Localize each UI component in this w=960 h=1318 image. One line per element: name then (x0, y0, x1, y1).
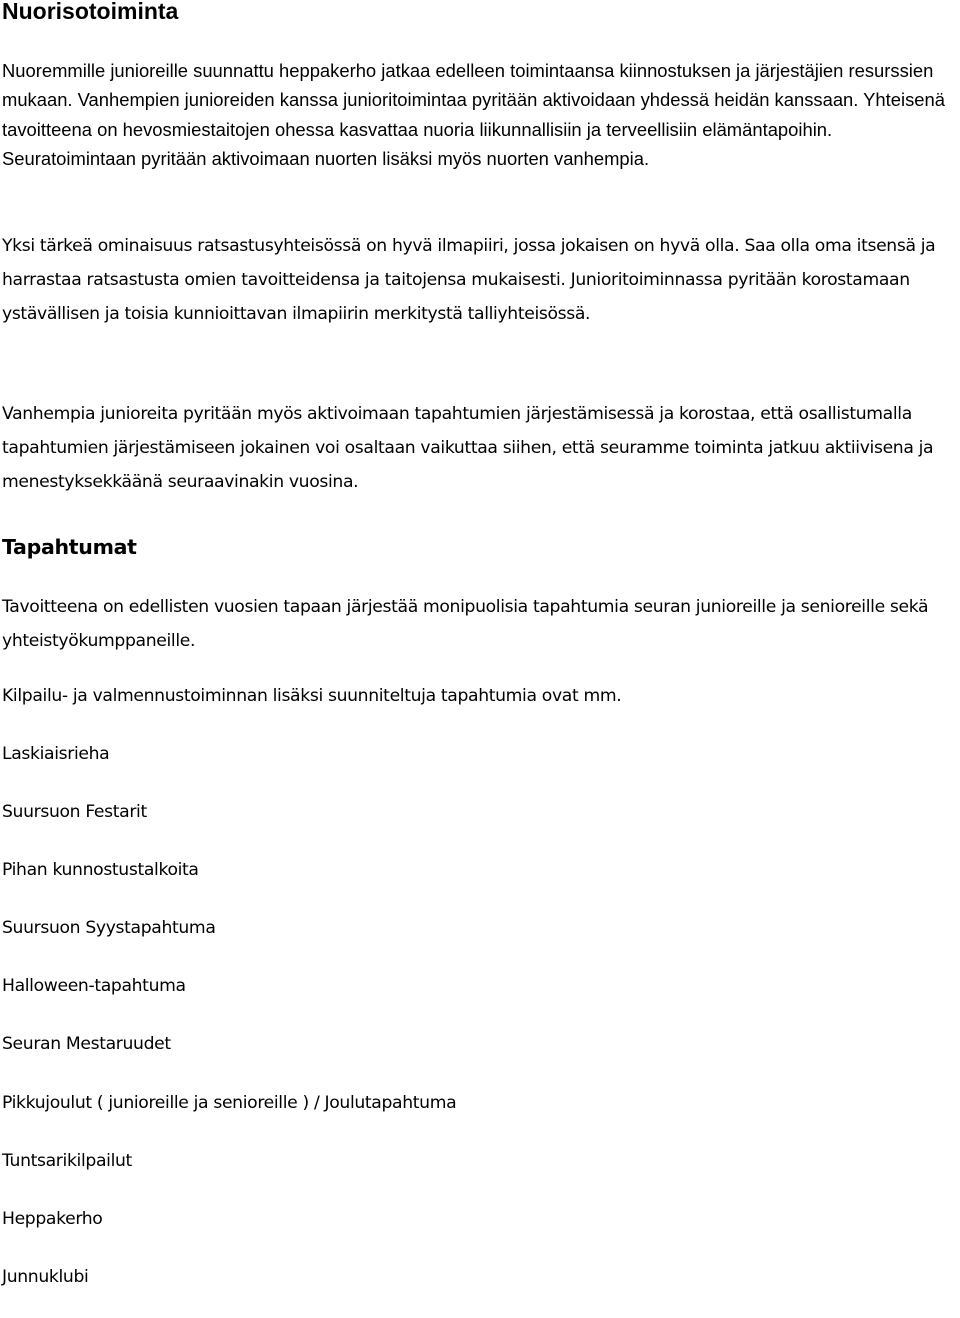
events-lead: Kilpailu- ja valmennustoiminnan lisäksi suunniteltuja tapahtumia ovat mm. (2, 686, 622, 706)
list-item: Heppakerho (2, 1208, 103, 1229)
list-item: Halloween-tapahtuma (2, 976, 186, 997)
list-item: Suursuon Festarit (2, 802, 147, 823)
list-item: Junnuklubi (2, 1266, 89, 1287)
paragraph-youth-activities: Nuoremmille junioreille suunnattu heppakerho jatkaa edelleen toimintaansa kiinnostuksen ja järjestäjien resurssien mukaan. Vanhempien junioreiden kanssa junioritoimintaa pyritään aktivoidaan yhdessä heidän kanssaan. Yhteisenä tavoitteena on hevosmiestaitojen ohessa kasvattaa nuoria liikunnallisiin ja terveellisiin elämäntapoihin. Seuratoimintaan pyritään aktivoimaan nuorten lisäksi myös nuorten vanhempia. (2, 60, 945, 169)
list-item: Pihan kunnostustalkoita (2, 860, 199, 881)
events-title: Tapahtumat (2, 535, 137, 559)
list-item: Tuntsarikilpailut (2, 1150, 132, 1171)
list-item: Suursuon Syystapahtuma (2, 918, 216, 939)
list-item: Laskiaisrieha (2, 744, 110, 764)
paragraph-parents: Vanhempia junioreita pyritään myös aktivoimaan tapahtumien järjestämisessä ja korostaa, että osallistumalla tapahtumien järjestämiseen jokainen voi osaltaan vaikuttaa siihen, että seuramme toiminta jatkuu aktiivisena ja menestyksekkäänä seuraavinakin vuosina. (2, 404, 934, 492)
list-item: Pikkujoulut ( junioreille ja senioreille ) / Joulutapahtuma (2, 1092, 457, 1113)
events-list (2, 737, 456, 1318)
paragraph-atmosphere: Yksi tärkeä ominaisuus ratsastusyhteisössä on hyvä ilmapiiri, jossa jokaisen on hyvä olla. Saa olla oma itsensä ja harrastaa ratsastusta omien tavoitteidensa ja taitojensa mukaisesti. Junioritoiminnassa pyritään korostamaan ystävällisen ja toisia kunnioittavan ilmapiirin merkitystä talliyhteisössä. (2, 236, 936, 324)
section-title: Nuorisotoiminta (2, 0, 179, 24)
events-intro: Tavoitteena on edellisten vuosien tapaan järjestää monipuolisia tapahtumia seuran junioreille ja senioreille sekä yhteistyökumppaneille. (2, 597, 929, 651)
list-item: Seuran Mestaruudet (2, 1034, 171, 1055)
